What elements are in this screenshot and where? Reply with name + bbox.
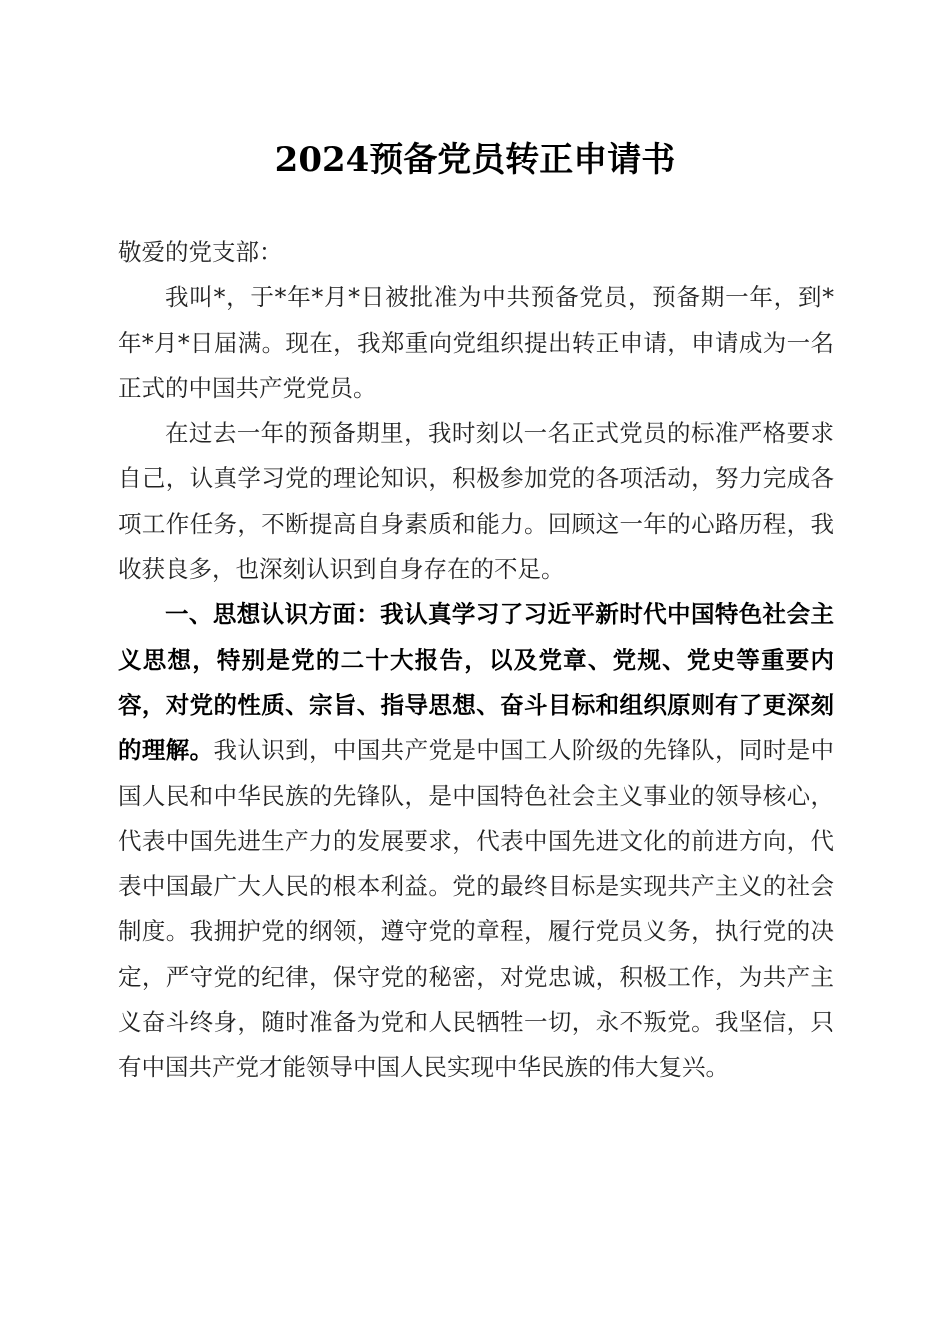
- section-ideology-body: 我认识到，中国共产党是中国工人阶级的先锋队，同时是中国人民和中华民族的先锋队，是中国特色社会主义事业的领导核心，代表中国先进生产力的发展要求，代表中国先进文化的前进方向，代表中国最广大人民的根本利益。党的最终目标是实现共产主义的社会制度。我拥护党的纲领，遵守党的章程，履行党员义务，执行党的决定，严守党的纪律，保守党的秘密，对党忠诚，积极工作，为共产主义奋斗终身，随时准备为党和人民牺牲一切，永不叛党。我坚信，只有中国共产党才能领导中国人民实现中华民族的伟大复兴。: [118, 736, 835, 1082]
- section-ideology-heading: 一、思想认识方面：我认真学习了习近平新时代中国特色社会主义思想，特别是党的二十大报告，以及党章、党规、党史等重要内容，对党的性质、宗旨、指导思想、奋斗目标和组织原则有了更深刻的理解。: [118, 600, 834, 765]
- document-title: 2024预备党员转正申请书: [274, 140, 676, 180]
- paragraph-review: 在过去一年的预备期里，我时刻以一名正式党员的标准严格要求自己，认真学习党的理论知识，积极参加党的各项活动，努力完成各项工作任务，不断提高自身素质和能力。回顾这一年的心路历程，我收获良多，也深刻认识到自身存在的不足。: [118, 419, 834, 584]
- paragraph-intro: 我叫*，于*年*月*日被批准为中共预备党员，预备期一年，到*年*月*日届满。现在，我郑重向党组织提出转正申请，申请成为一名正式的中国共产党党员。: [118, 283, 834, 402]
- salutation: 敬爱的党支部：: [118, 238, 283, 266]
- section-ideology: [118, 592, 834, 1090]
- document-body: [118, 230, 834, 1091]
